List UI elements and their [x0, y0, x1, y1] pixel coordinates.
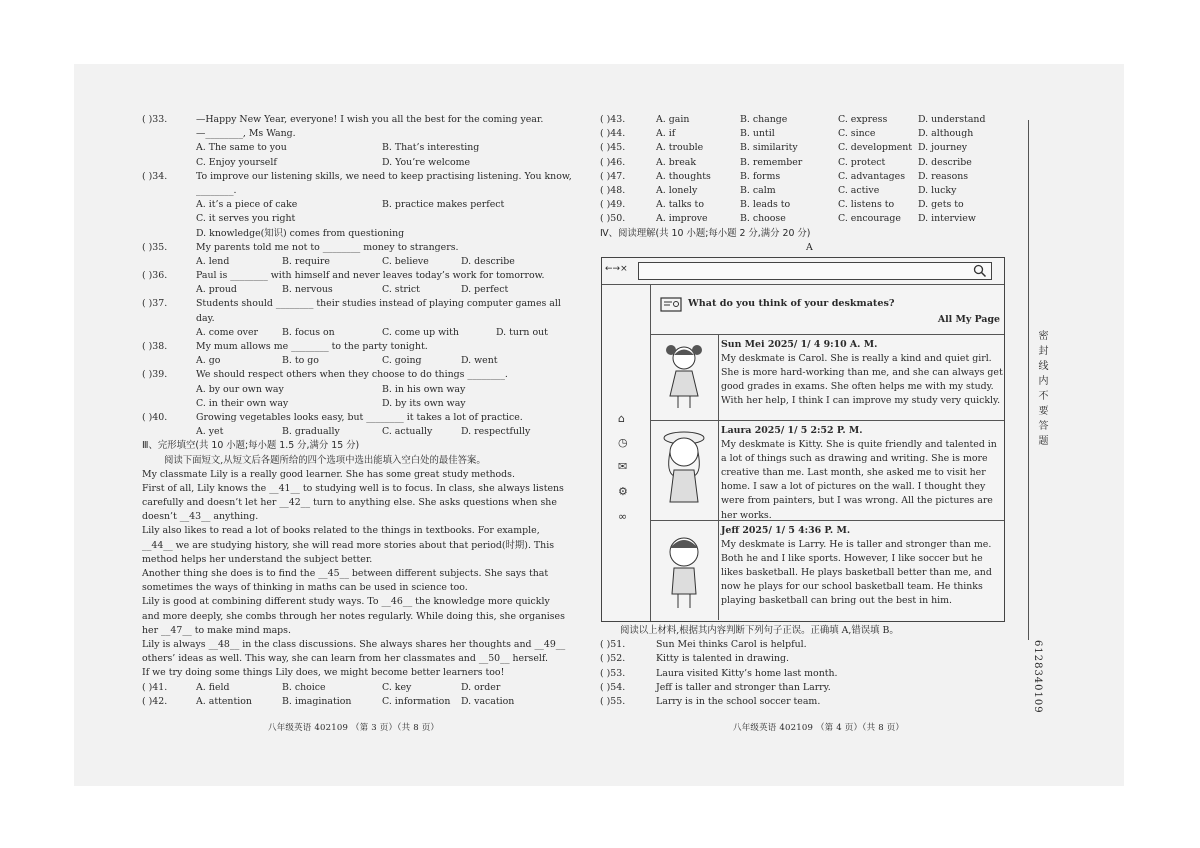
- section-3-heading: Ⅲ、完形填空(共 10 小题;每小题 1.5 分,满分 15 分): [142, 440, 360, 452]
- q35-option-d: D. describe: [461, 255, 515, 267]
- girl-with-hat-avatar-icon: [654, 424, 714, 514]
- section-4-instructions: 阅读以上材料,根据其内容判断下列句子正误。正确填 A,错误填 B。: [620, 625, 899, 636]
- q49-option-c: C. listens to: [838, 199, 895, 211]
- q43-option-c: C. express: [838, 114, 888, 125]
- q35-number: ( )35.: [142, 241, 168, 253]
- q41-option-a: A. field: [196, 681, 230, 693]
- q53-text: Laura visited Kitty’s home last month.: [656, 667, 838, 679]
- link-icon[interactable]: ∞: [618, 510, 628, 523]
- q33-line2: —________, Ms Wang.: [196, 128, 296, 140]
- q38-number: ( )38.: [142, 341, 168, 352]
- avatar: [650, 334, 719, 420]
- q34-text: To improve our listening skills, we need to keep practising listening. You know,: [196, 170, 572, 182]
- q37-option-d: D. turn out: [496, 326, 548, 338]
- settings-icon[interactable]: ⚙: [618, 485, 628, 498]
- part-a-label: A: [806, 241, 813, 253]
- cloze-option-row: [600, 127, 1010, 141]
- girl-avatar-icon: [654, 338, 714, 418]
- q43-option-a: A. gain: [656, 114, 690, 125]
- q48-option-c: C. active: [838, 184, 880, 196]
- q37-option-b: B. focus on: [282, 326, 335, 338]
- passage-line: Another thing she does is to find the __45__ between different subjects. She says that: [142, 568, 549, 579]
- q41-option-b: B. choice: [282, 681, 326, 693]
- q37-number: ( )37.: [142, 298, 168, 310]
- q34-option-c: C. it serves you right: [196, 213, 296, 225]
- q39-number: ( )39.: [142, 369, 168, 381]
- q53-number: ( )53.: [600, 667, 626, 679]
- q45-option-b: B. similarity: [740, 142, 798, 154]
- search-box[interactable]: [638, 262, 992, 280]
- q41-number: ( )41.: [142, 681, 168, 693]
- q39-option-b: B. in his own way: [382, 383, 466, 395]
- q47-option-d: D. reasons: [918, 170, 969, 182]
- q36-option-d: D. perfect: [461, 284, 509, 296]
- cloze-option-row: [600, 170, 1010, 184]
- cloze-option-row: [600, 141, 1010, 155]
- cloze-option-row: [600, 156, 1010, 170]
- q39-text: We should respect others when they choose to do things ________.: [196, 369, 508, 381]
- q35-option-b: B. require: [282, 255, 330, 267]
- q34-line2: ________.: [196, 184, 237, 196]
- section-3-instructions: 阅读下面短文,从短文后各题所给的四个选项中选出能填入空白处的最佳答案。: [164, 454, 486, 466]
- q42-number: ( )42.: [142, 695, 168, 707]
- passage-line: her __47__ to make mind maps.: [142, 624, 291, 636]
- q33-option-a: A. The same to you: [196, 142, 287, 154]
- q40-option-d: D. respectfully: [461, 426, 531, 438]
- q38-option-c: C. going: [382, 355, 422, 367]
- cloze-option-row: [600, 113, 1010, 127]
- q38-option-b: B. to go: [282, 355, 319, 367]
- q46-option-d: D. describe: [918, 156, 972, 168]
- margin-rule: [1028, 120, 1029, 640]
- q36-option-c: C. strict: [382, 284, 420, 296]
- q47-option-c: C. advantages: [838, 170, 906, 182]
- q46-option-a: A. break: [656, 156, 697, 168]
- q42-option-b: B. imagination: [282, 695, 352, 707]
- post-jeff: [650, 520, 1004, 620]
- q50-option-d: D. interview: [918, 213, 976, 225]
- clock-icon[interactable]: ◷: [618, 436, 628, 449]
- post-header: Jeff 2025/ 1/ 5 4:36 P. M.: [721, 525, 851, 536]
- q33-option-c: C. Enjoy yourself: [196, 156, 277, 168]
- q55-text: Larry is in the school soccer team.: [656, 695, 821, 707]
- section-4-heading: Ⅳ、阅读理解(共 10 小题;每小题 2 分,满分 20 分): [600, 227, 811, 239]
- q36-number: ( )36.: [142, 270, 168, 282]
- passage-line: carefully and doesn’t let her __42__ turn to anything else. She asks questions when she: [142, 497, 557, 509]
- passage-line: others’ ideas as well. This way, she can learn from her classmates and __50__ herself.: [142, 653, 549, 665]
- q36-option-a: A. proud: [196, 284, 237, 296]
- q37-text: Students should ________ their studies instead of playing computer games all: [196, 298, 561, 310]
- q40-number: ( )40.: [142, 411, 168, 423]
- q35-text: My parents told me not to ________ money to strangers.: [196, 241, 459, 253]
- q37-option-a: A. come over: [196, 326, 259, 338]
- passage-line: Lily is good at combining different study ways. To __46__ the knowledge more quickly: [142, 596, 550, 608]
- post-title: What do you think of your deskmates?: [688, 298, 895, 309]
- post-body-wrap: [721, 424, 1003, 523]
- q40-text: Growing vegetables looks easy, but ________ it takes a lot of practice.: [196, 411, 523, 423]
- q33-number: ( )33.: [142, 114, 168, 125]
- q54-number: ( )54.: [600, 681, 626, 693]
- q40-option-b: B. gradually: [282, 426, 340, 438]
- q38-option-a: A. go: [196, 355, 221, 367]
- left-page: [142, 113, 572, 709]
- q50-option-c: C. encourage: [838, 213, 901, 225]
- passage-line: sometimes the ways of thinking in maths can be used in science too.: [142, 582, 468, 594]
- q44-number: ( )44.: [600, 128, 626, 140]
- q43-option-d: D. understand: [918, 114, 986, 125]
- q39-option-a: A. by our own way: [196, 383, 284, 395]
- q33-option-b: B. That’s interesting: [382, 142, 480, 154]
- q38-option-d: D. went: [461, 355, 498, 367]
- q52-text: Kitty is talented in drawing.: [656, 653, 789, 665]
- post-body-wrap: [721, 338, 1003, 408]
- post-body: My deskmate is Kitty. She is quite friendly and talented in a lot of things such as drawing and writing. She is more creative than me. Last month, she asked me to visit her home. I saw a lot of pictures on the wall. I thought they were from painters, but I was wrong. All the pictures are her works.: [721, 439, 997, 521]
- q45-number: ( )45.: [600, 142, 626, 154]
- q46-option-c: C. protect: [838, 156, 886, 168]
- q51-number: ( )51.: [600, 639, 626, 651]
- avatar: [650, 420, 719, 520]
- cloze-option-row: [600, 184, 1010, 198]
- q42-option-a: A. attention: [196, 695, 252, 707]
- passage-line: __44__ we are studying history, she will read more stories about that period(时期). This: [142, 539, 555, 551]
- q42-option-c: C. information: [382, 695, 451, 707]
- q46-option-b: B. remember: [740, 156, 803, 168]
- q45-option-a: A. trouble: [656, 142, 704, 154]
- q44-option-a: A. if: [656, 128, 676, 140]
- q48-option-b: B. calm: [740, 184, 776, 196]
- q40-option-a: A. yet: [196, 426, 224, 438]
- q51-text: Sun Mei thinks Carol is helpful.: [656, 639, 807, 651]
- q43-number: ( )43.: [600, 114, 626, 125]
- q49-number: ( )49.: [600, 199, 626, 211]
- passage-line: If we try doing some things Lily does, we might become better learners too!: [142, 667, 505, 679]
- passage-line: method helps her understand the subject better.: [142, 553, 373, 565]
- q49-option-b: B. leads to: [740, 199, 791, 211]
- q50-option-b: B. choose: [740, 213, 786, 225]
- q36-option-b: B. nervous: [282, 284, 333, 296]
- post-sun-mei: [650, 334, 1004, 421]
- q50-option-a: A. improve: [656, 213, 708, 225]
- q48-option-d: D. lucky: [918, 184, 957, 196]
- cloze-option-row: [600, 198, 1010, 212]
- right-page-options: [600, 113, 1010, 255]
- q34-number: ( )34.: [142, 170, 168, 182]
- cloze-option-row: [600, 212, 1010, 226]
- q54-text: Jeff is taller and stronger than Larry.: [656, 681, 831, 693]
- passage-line: and more deeply, she combs through her notes regularly. While doing this, she organises: [142, 610, 565, 622]
- post-body: My deskmate is Larry. He is taller and stronger than me. Both he and I like sports. However, I like soccer but he likes basketball. He plays basketball better than me, and now he plays for our school basketball team. He thinks playing basketball can bring out the best in him.: [721, 539, 992, 607]
- search-icon[interactable]: [973, 264, 987, 278]
- passage-line: doesn’t __43__ anything.: [142, 511, 259, 523]
- q38-text: My mum allows me ________ to the party tonight.: [196, 341, 428, 352]
- boy-avatar-icon: [654, 526, 714, 616]
- passage-line: Lily also likes to read a lot of books related to the things in textbooks. For example,: [142, 525, 540, 537]
- q41-option-c: C. key: [382, 681, 412, 693]
- forum-panel: [601, 257, 1005, 622]
- q49-option-a: A. talks to: [656, 199, 704, 211]
- true-false-section: [600, 624, 1010, 709]
- forum-icon: [660, 296, 684, 314]
- seal-notice: 密封线内不要答题: [1036, 330, 1047, 450]
- q33-option-d: D. You’re welcome: [382, 156, 471, 168]
- q47-option-a: A. thoughts: [656, 170, 711, 182]
- passage-line: First of all, Lily knows the __41__ to studying well is to focus. In class, she always listens: [142, 482, 564, 494]
- binding-margin: [1026, 120, 1056, 720]
- right-page-footer: 八年级英语 402109 （第 4 页）（共 8 页）: [733, 723, 905, 733]
- q35-option-c: C. believe: [382, 255, 429, 267]
- q36-text: Paul is ________ with himself and never leaves today’s work for tomorrow.: [196, 270, 545, 282]
- address-bar: [602, 258, 1004, 285]
- all-my-page-link[interactable]: All My Page: [937, 314, 1000, 325]
- q45-option-d: D. journey: [918, 142, 968, 154]
- q34-option-b: B. practice makes perfect: [382, 199, 505, 211]
- post-header: Sun Mei 2025/ 1/ 4 9:10 A. M.: [721, 339, 878, 350]
- q44-option-b: B. until: [740, 128, 775, 140]
- q40-option-c: C. actually: [382, 426, 433, 438]
- nav-arrows-icon[interactable]: ←→×: [605, 264, 628, 274]
- mail-icon[interactable]: ✉: [618, 460, 628, 473]
- q43-option-b: B. change: [740, 114, 788, 125]
- q49-option-d: D. gets to: [918, 199, 964, 211]
- q50-number: ( )50.: [600, 213, 626, 225]
- post-laura: [650, 420, 1004, 521]
- q37-line2: day.: [196, 312, 215, 324]
- q34-option-d: D. knowledge(知识) comes from questioning: [196, 227, 405, 239]
- q37-option-c: C. come up with: [382, 326, 459, 338]
- exam-code: 6128340109: [1032, 640, 1043, 714]
- q42-option-d: D. vacation: [461, 695, 515, 707]
- post-body: My deskmate is Carol. She is really a kind and quiet girl. She is more hard-working than me, and she can always get good grades in exams. She often helps me with my study. With her help, I think I can improve my study very quickly.: [721, 353, 1003, 407]
- q48-number: ( )48.: [600, 184, 626, 196]
- q48-option-a: A. lonely: [656, 184, 698, 196]
- q39-option-c: C. in their own way: [196, 397, 289, 409]
- q33-text: —Happy New Year, everyone! I wish you all the best for the coming year.: [196, 114, 544, 125]
- q35-option-a: A. lend: [196, 255, 230, 267]
- sidebar: [602, 284, 651, 621]
- q44-option-c: C. since: [838, 128, 876, 140]
- q44-option-d: D. although: [918, 128, 974, 140]
- q55-number: ( )55.: [600, 695, 626, 707]
- q34-option-a: A. it’s a piece of cake: [196, 199, 298, 211]
- q45-option-c: C. development: [838, 142, 913, 154]
- left-page-footer: 八年级英语 402109 （第 3 页）（共 8 页）: [268, 723, 440, 733]
- passage-line: Lily is always __48__ in the class discussions. She always shares her thoughts and __49__: [142, 638, 566, 650]
- q52-number: ( )52.: [600, 653, 626, 665]
- q47-option-b: B. forms: [740, 170, 781, 182]
- post-header: Laura 2025/ 1/ 5 2:52 P. M.: [721, 425, 863, 436]
- q46-number: ( )46.: [600, 156, 626, 168]
- passage-line: My classmate Lily is a really good learner. She has some great study methods.: [142, 468, 515, 480]
- q47-number: ( )47.: [600, 170, 626, 182]
- q39-option-d: D. by its own way: [382, 397, 466, 409]
- avatar: [650, 520, 719, 620]
- home-icon[interactable]: ⌂: [618, 412, 625, 425]
- q41-option-d: D. order: [461, 681, 501, 693]
- post-body-wrap: [721, 524, 1003, 609]
- post-title-bar: [650, 284, 1004, 335]
